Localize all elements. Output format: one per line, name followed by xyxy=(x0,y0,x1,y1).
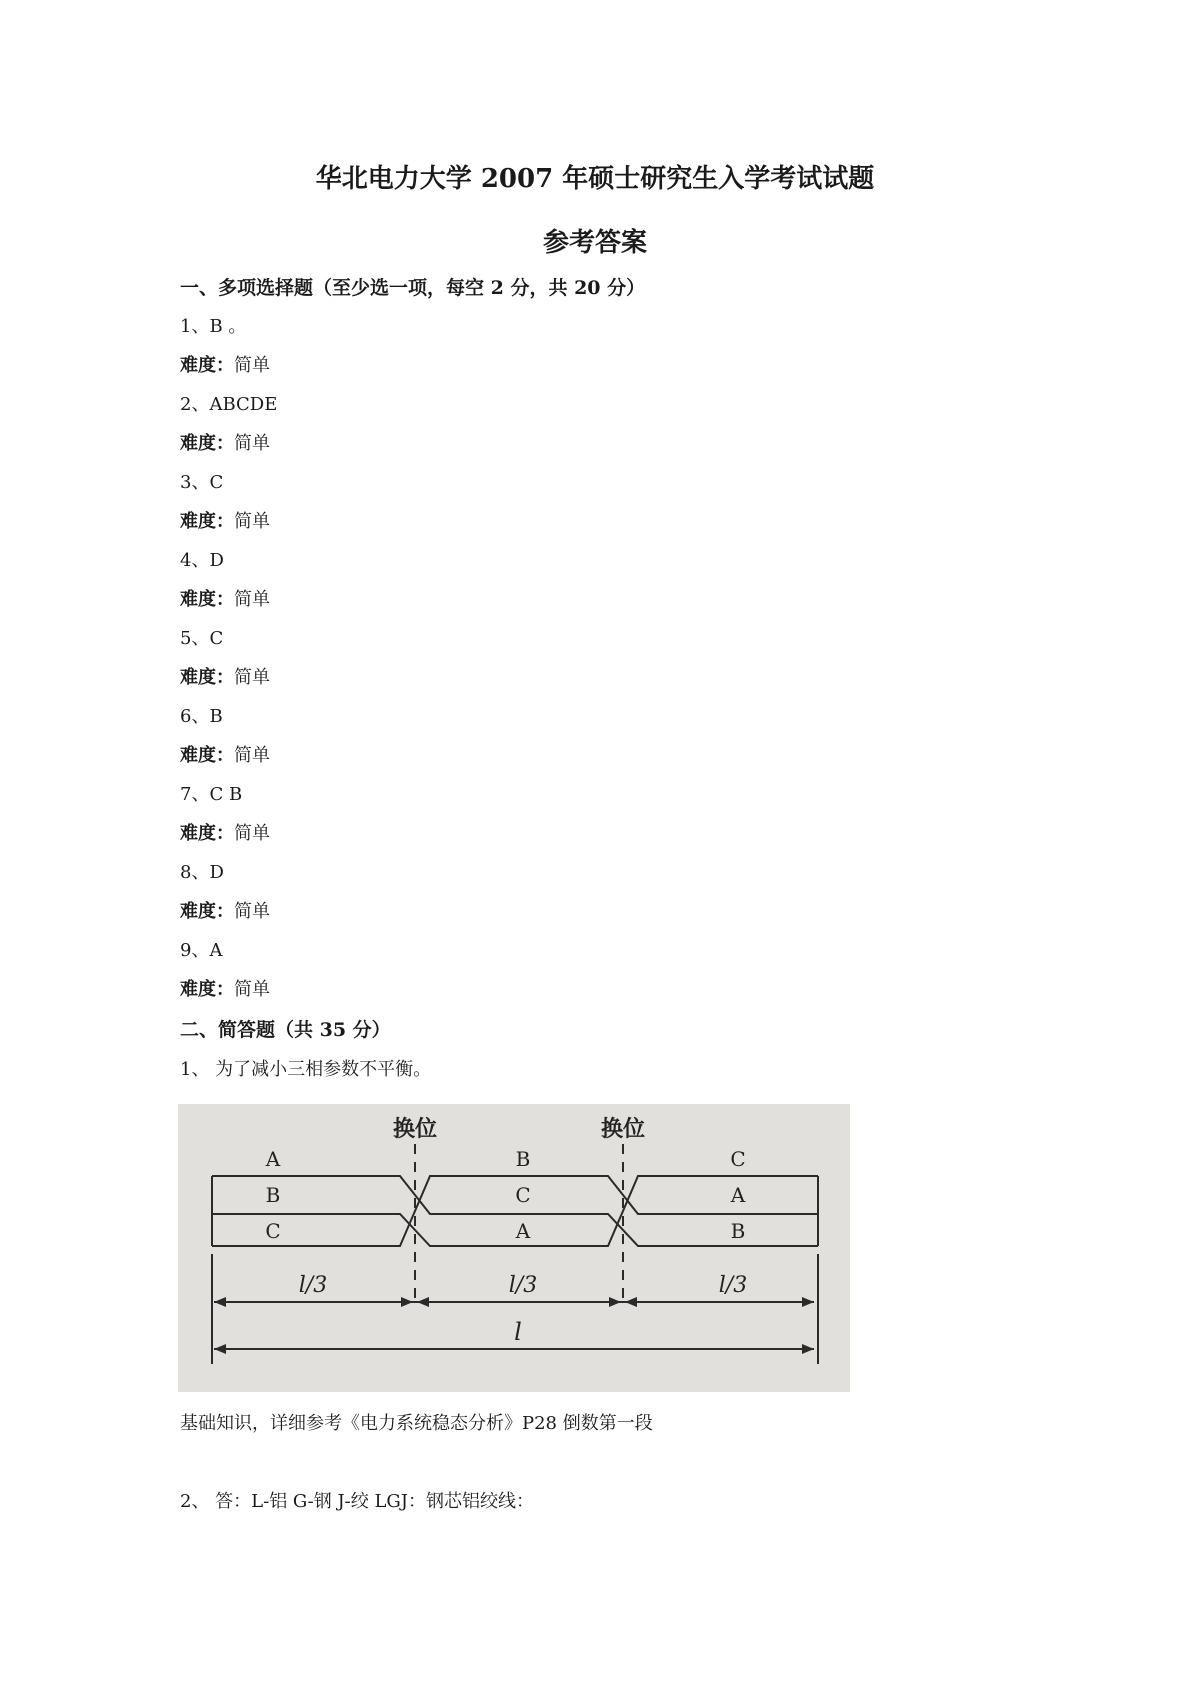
arrowhead xyxy=(401,1297,413,1307)
difficulty-value: 简单 xyxy=(234,745,270,766)
difficulty-label: 难度： xyxy=(180,511,234,532)
difficulty-label: 难度： xyxy=(180,667,234,688)
transposition-label-1: 换位 xyxy=(392,1116,438,1142)
total-length-label: l xyxy=(514,1318,522,1346)
difficulty-5 xyxy=(180,666,270,690)
page-title: 华北电力大学 2007 年硕士研究生入学考试试题 xyxy=(315,164,875,194)
arrowhead xyxy=(214,1344,226,1354)
page-subtitle: 参考答案 xyxy=(542,228,647,258)
difficulty-8 xyxy=(180,900,270,924)
arrowhead xyxy=(609,1297,621,1307)
answer-9: 9、A xyxy=(180,940,223,961)
phase-label: A xyxy=(515,1219,531,1243)
phase-label: C xyxy=(730,1147,746,1171)
phase-label: B xyxy=(515,1147,531,1171)
difficulty-value: 简单 xyxy=(234,979,270,1000)
difficulty-value: 简单 xyxy=(234,511,270,532)
difficulty-1 xyxy=(180,354,270,378)
phase-label: A xyxy=(265,1147,281,1171)
difficulty-value: 简单 xyxy=(234,433,270,454)
difficulty-label: 难度： xyxy=(180,589,234,610)
difficulty-label: 难度： xyxy=(180,823,234,844)
difficulty-7 xyxy=(180,822,270,846)
difficulty-value: 简单 xyxy=(234,823,270,844)
answer-6: 6、B xyxy=(180,706,223,727)
transposition-label-2: 换位 xyxy=(600,1116,646,1142)
arrowhead xyxy=(802,1344,814,1354)
difficulty-value: 简单 xyxy=(234,901,270,922)
transposition-diagram-svg xyxy=(178,1104,850,1392)
segment-length-label: l/3 xyxy=(508,1273,538,1298)
answer-4: 4、D xyxy=(180,550,224,571)
answer-2: 2、ABCDE xyxy=(180,394,278,415)
short-answer-1: 1、 为了减小三相参数不平衡。 xyxy=(180,1059,432,1080)
difficulty-3 xyxy=(180,510,270,534)
arrowhead xyxy=(417,1297,429,1307)
phase-label: B xyxy=(265,1183,281,1207)
phase-label: C xyxy=(515,1183,531,1207)
difficulty-value: 简单 xyxy=(234,589,270,610)
phase-label: B xyxy=(730,1219,746,1243)
difficulty-label: 难度： xyxy=(180,979,234,1000)
answer-3: 3、C xyxy=(180,472,224,493)
difficulty-value: 简单 xyxy=(234,667,270,688)
answer-7: 7、C B xyxy=(180,784,243,805)
arrowhead xyxy=(214,1297,226,1307)
answer-8: 8、D xyxy=(180,862,224,883)
difficulty-2 xyxy=(180,432,270,456)
arrowhead xyxy=(802,1297,814,1307)
phase-label: C xyxy=(265,1219,281,1243)
short-answer-1-note: 基础知识，详细参考《电力系统稳态分析》P28 倒数第一段 xyxy=(180,1413,653,1434)
difficulty-label: 难度： xyxy=(180,745,234,766)
segment-length-label: l/3 xyxy=(718,1273,748,1298)
difficulty-label: 难度： xyxy=(180,355,234,376)
answer-1: 1、B 。 xyxy=(180,316,247,337)
segment-length-label: l/3 xyxy=(298,1273,328,1298)
answer-5: 5、C xyxy=(180,628,224,649)
difficulty-9 xyxy=(180,978,270,1002)
difficulty-label: 难度： xyxy=(180,901,234,922)
arrowhead xyxy=(625,1297,637,1307)
section2-heading: 二、简答题（共 35 分） xyxy=(180,1019,391,1041)
short-answer-2: 2、 答：L-铝 G-钢 J-绞 LGJ：钢芯铝绞线： xyxy=(180,1491,535,1512)
difficulty-value: 简单 xyxy=(234,355,270,376)
difficulty-6 xyxy=(180,744,270,768)
difficulty-label: 难度： xyxy=(180,433,234,454)
difficulty-4 xyxy=(180,588,270,612)
transposition-diagram xyxy=(178,1104,850,1392)
phase-label: A xyxy=(730,1183,746,1207)
section1-heading: 一、多项选择题（至少选一项，每空 2 分，共 20 分） xyxy=(180,277,646,299)
